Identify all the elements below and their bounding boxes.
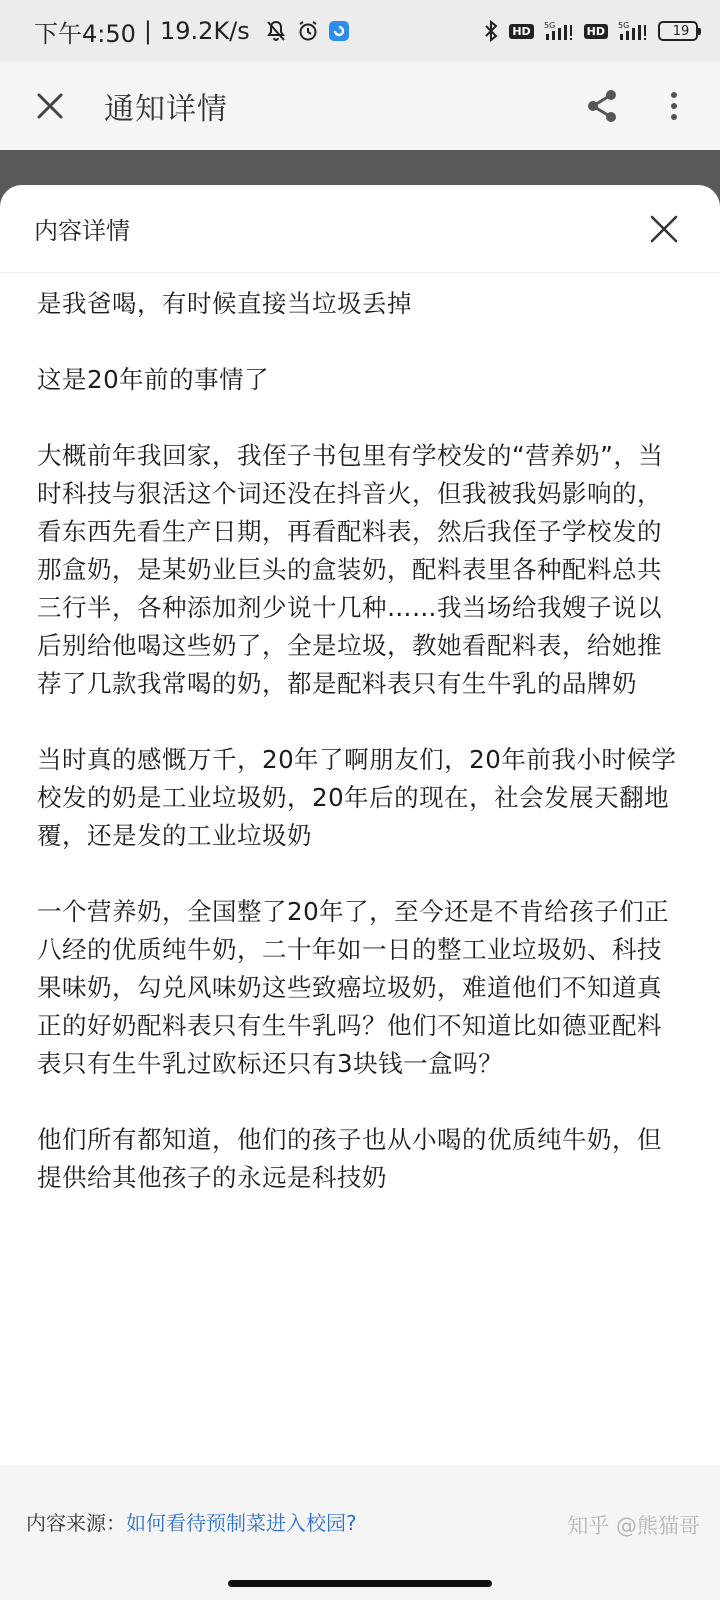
svg-text:5G: 5G <box>543 21 555 30</box>
status-left <box>34 14 350 49</box>
page-title: 通知详情 <box>104 92 228 127</box>
network-speed: 19.2K/s <box>160 17 250 45</box>
home-indicator[interactable] <box>228 1580 492 1587</box>
hd-badge: HD <box>509 24 533 39</box>
content-paragraph: 大概前年我回家，我侄子书包里有学校发的“营养奶”，当时科技与狠活这个词还没在抖音火，但我被我妈影响的，看东西先看生产日期，再看配料表，然后我侄子学校发的那盒奶，是某奶业巨头的盒装奶，配料表里各种配料总共三行半，各种添加剂少说十几种……我当场给我嫂子说以后别给他喝这些奶了，全是垃圾，教她看配料表，给她推荐了几款我常喝的奶，都是配料表只有生牛乳的品牌奶 <box>37 441 664 698</box>
watermark: 知乎 @熊猫哥 <box>567 1514 700 1538</box>
hd-badge-2: HD <box>584 24 608 39</box>
close-icon <box>36 92 64 120</box>
sheet-title: 内容详情 <box>34 217 130 245</box>
content-paragraph: 是我爸喝，有时候直接当垃圾丢掉 <box>37 289 412 318</box>
bluetooth-icon <box>483 19 499 43</box>
sheet-close-button[interactable] <box>642 207 686 251</box>
more-vertical-icon <box>669 91 679 121</box>
content-body <box>0 285 720 1197</box>
content-paragraph: 这是20年前的事情了 <box>37 365 270 394</box>
content-paragraph: 一个营养奶，全国整了20年了，至今还是不肯给孩子们正八经的优质纯牛奶，二十年如一日的整工业垃圾奶、科技果味奶，勾兑风味奶这些致癌垃圾奶，难道他们不知道真正的好奶配料表只有生牛乳吗？他们不知道比如德亚配料表只有生牛乳过欧标还只有3块钱一盒吗？ <box>37 897 670 1078</box>
status-right <box>483 19 698 43</box>
signal-5g-icon <box>544 20 574 42</box>
content-paragraph: 当时真的感慨万千，20年了啊朋友们，20年前我小时候学校发的奶是工业垃圾奶，20年后的现在，社会发展天翻地覆，还是发的工业垃圾奶 <box>37 745 677 850</box>
status-time: 下午4:50 <box>34 19 136 48</box>
content-paragraph: 他们所有都知道，他们的孩子也从小喝的优质纯牛奶，但提供给其他孩子的永远是科技奶 <box>37 1125 662 1192</box>
share-button[interactable] <box>576 80 628 132</box>
mute-bell-icon <box>264 19 288 43</box>
battery-level-text: 19 <box>672 23 690 39</box>
more-button[interactable] <box>648 80 700 132</box>
source-label: 内容来源： <box>26 1511 126 1535</box>
sheet-header <box>0 185 720 273</box>
alarm-icon <box>296 19 320 43</box>
battery-icon <box>658 21 698 41</box>
share-icon <box>586 89 618 123</box>
signal-5g-icon-2 <box>618 20 648 42</box>
content-detail-sheet <box>0 185 720 1600</box>
status-bar <box>0 0 720 62</box>
status-separator: | <box>143 17 152 45</box>
close-icon <box>650 215 678 243</box>
close-button[interactable] <box>22 78 78 134</box>
app-notification-icon <box>328 20 350 42</box>
svg-text:5G: 5G <box>618 21 630 30</box>
source-link[interactable]: 如何看待预制菜进入校园? <box>126 1511 357 1535</box>
app-bar <box>0 62 720 150</box>
